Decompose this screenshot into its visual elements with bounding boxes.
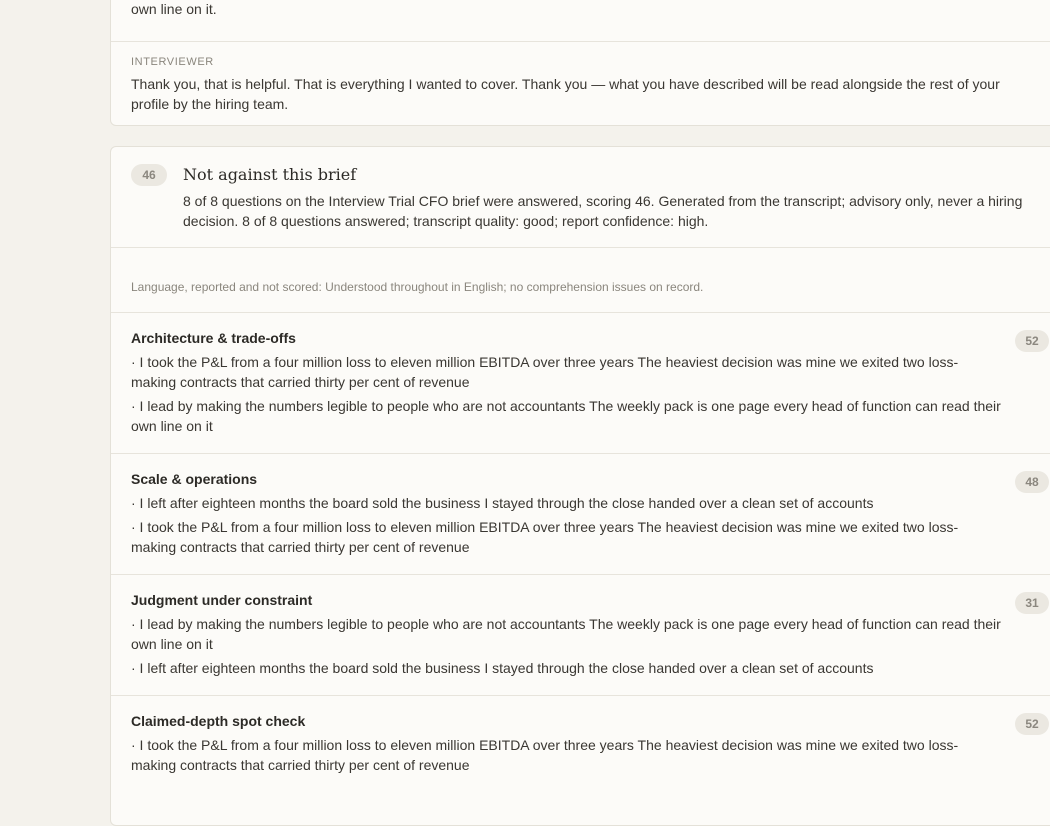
candidate-answer bbox=[111, 0, 1050, 19]
evidence-list bbox=[131, 735, 1001, 779]
candidate-answer-text: own line on it. bbox=[131, 1, 217, 17]
interviewer-turn bbox=[111, 56, 1050, 114]
evidence-quote: · I took the P&L from a four million loss to eleven million EBITDA over three years The heaviest decision was mine we exited two loss-making contracts that carried thirty per cent of revenue bbox=[131, 519, 959, 555]
evidence-list bbox=[131, 614, 1001, 682]
evidence-quote: · I left after eighteen months the board sold the business I stayed through the close handed over a clean set of accounts bbox=[131, 660, 874, 676]
section-score-badge: 48 bbox=[1015, 471, 1049, 493]
section-score-badge: 52 bbox=[1015, 713, 1049, 735]
evidence-quote: · I took the P&L from a four million loss to eleven million EBITDA over three years The heaviest decision was mine we exited two loss-making contracts that carried thirty per cent of revenue bbox=[131, 354, 959, 390]
report-card bbox=[110, 146, 1050, 826]
evidence-quote: · I lead by making the numbers legible to people who are not accountants The weekly pack is one page every head of function can read their own line on it bbox=[131, 616, 1001, 652]
section-spot-check bbox=[111, 696, 1050, 816]
evidence-quote: · I lead by making the numbers legible to people who are not accountants The weekly pack is one page every head of function can read their own line on it bbox=[131, 398, 1001, 434]
overall-score-badge: 46 bbox=[131, 164, 167, 186]
section-judgment bbox=[111, 575, 1050, 695]
section-title: Scale & operations bbox=[131, 471, 258, 487]
section-scale bbox=[111, 454, 1050, 574]
header-divider bbox=[111, 247, 1050, 248]
section-title: Architecture & trade-offs bbox=[131, 330, 296, 346]
evidence-list bbox=[131, 493, 1001, 561]
section-score-badge: 31 bbox=[1015, 592, 1049, 614]
evidence-quote: · I left after eighteen months the board sold the business I stayed through the close handed over a clean set of accounts bbox=[131, 495, 874, 511]
section-architecture bbox=[111, 313, 1050, 453]
verdict-description: 8 of 8 questions on the Interview Trial CFO brief were answered, scoring 46. Generated from the transcript; advisory only, never a hiring decision. 8 of 8 questions answered; transcript quality: good; report confidence: high. bbox=[183, 193, 1023, 229]
verdict-title: Not against this brief bbox=[183, 165, 357, 184]
interviewer-text: Thank you, that is helpful. That is everything I wanted to cover. Thank you — what you have described will be read alongside the rest of your profile by the hiring team. bbox=[131, 76, 1000, 112]
transcript-card bbox=[110, 0, 1050, 126]
evidence-quote: · I took the P&L from a four million loss to eleven million EBITDA over three years The heaviest decision was mine we exited two loss-making contracts that carried thirty per cent of revenue bbox=[131, 737, 959, 773]
speaker-label: INTERVIEWER bbox=[131, 56, 214, 68]
transcript-divider bbox=[111, 41, 1050, 42]
section-title: Claimed-depth spot check bbox=[131, 713, 306, 729]
section-title: Judgment under constraint bbox=[131, 592, 313, 608]
evidence-list bbox=[131, 352, 1001, 440]
language-note: Language, reported and not scored: Understood throughout in English; no comprehension issues on record. bbox=[131, 280, 704, 294]
section-score-badge: 52 bbox=[1015, 330, 1049, 352]
